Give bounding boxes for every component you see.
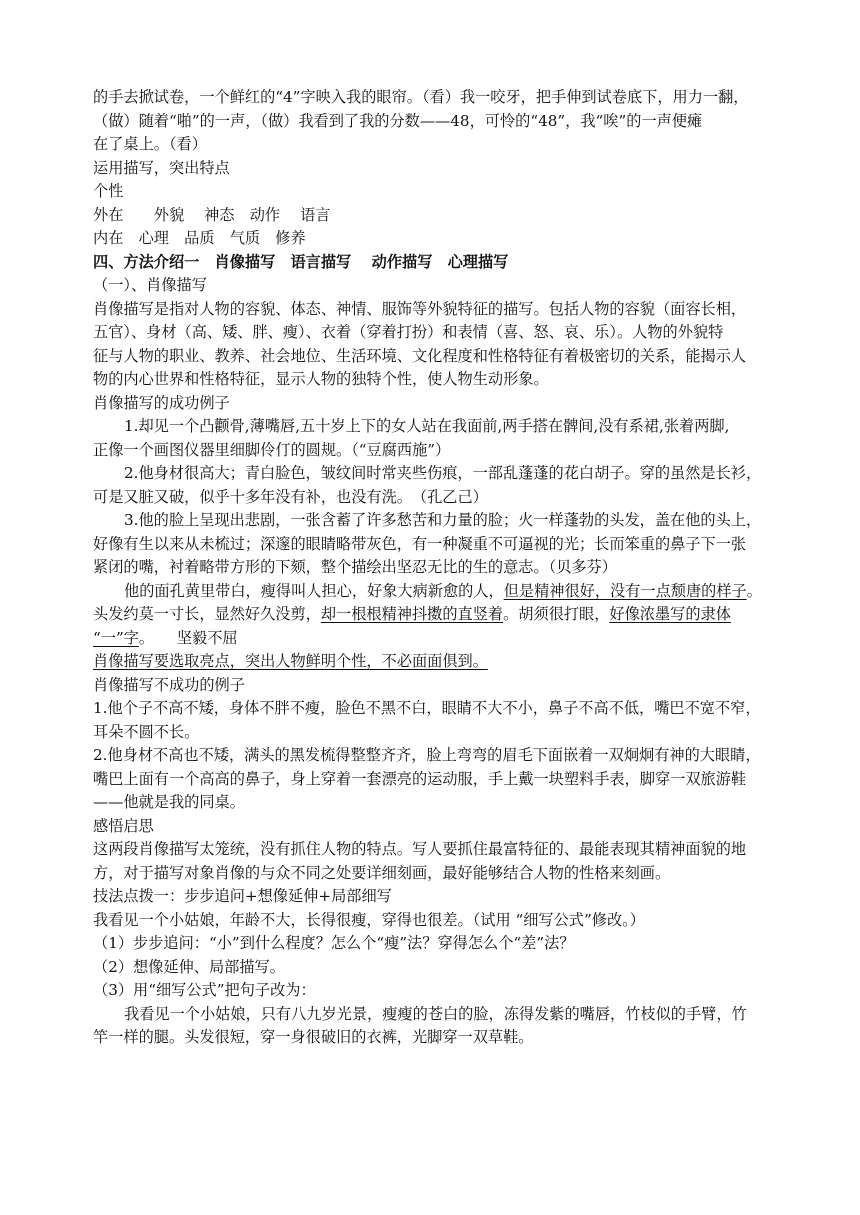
text-line: （3）用“细写公式”把句子改为： bbox=[93, 981, 316, 999]
text-line: 内在 心理 品质 气质 修养 bbox=[93, 229, 306, 247]
text-span: 头发约莫一寸长，显然好久没剪， bbox=[93, 605, 321, 623]
text-span: 他的面孔黄里带白，瘦得叫人担心，好象大病新愈的人， bbox=[124, 581, 504, 600]
text-line: 肖像描写是指对人物的容貌、体态、神情、服饰等外貌特征的描写。包括人物的容貌（面容长相， bbox=[93, 299, 747, 318]
text-line: 物的内心世界和性格特征，显示人物的独特个性，使人物生动形象。 bbox=[93, 370, 549, 388]
text-line: 征与人物的职业、教养、社会地位、生活环境、文化程度和性格特征有着极密切的关系，能揭示人 bbox=[93, 346, 747, 365]
text-line: 个性 bbox=[93, 182, 124, 200]
text-span: 。 bbox=[746, 581, 762, 600]
text-line: 好像有生以来从未梳过；深邃的眼睛略带灰色，有一种凝重不可逼视的光；长而笨重的鼻子下一张 bbox=[93, 534, 747, 553]
text-line: 感悟启思 bbox=[93, 816, 154, 835]
underlined-text: 肖像描写要选取亮点，突出人物鲜明个性，不必面面俱到。 bbox=[93, 652, 488, 670]
underlined-text: “一”字 bbox=[93, 628, 139, 647]
text-line: 嘴巴上面有一个高高的鼻子，身上穿着一套漂亮的运动服，手上戴一块塑料手表，脚穿一双旅游鞋 bbox=[93, 769, 747, 788]
text-line: 2.他身材很高大；青白脸色，皱纹间时常夹些伤痕，一部乱蓬蓬的花白胡子。穿的虽然是长衫， bbox=[124, 464, 762, 482]
text-line: 紧闭的嘴，衬着略带方形的下颏，整个描绘出坚忍无比的生的意志。（贝多芬） bbox=[93, 558, 617, 576]
text-line: 肖像描写的成功例子 bbox=[93, 393, 230, 412]
text-line: 我看见一个小姑娘，年龄不大，长得很瘦，穿得也很差。（试用 “细写公式”修改。） bbox=[93, 910, 645, 929]
text-line: 的手去掀试卷，一个鲜红的“4”字映入我的眼帘。（看）我一咬牙，把手伸到试卷底下，用力一翻， bbox=[93, 88, 749, 106]
text-line: 技法点拨一：步步追问+想像延伸+局部细写 bbox=[93, 887, 392, 905]
text-line: 外在 外貌 神态 动作 语言 bbox=[93, 205, 331, 224]
text-line: 2.他身材不高也不矮，满头的黑发梳得整整齐齐，脸上弯弯的眉毛下面嵌着一双炯炯有神的大眼睛， bbox=[93, 746, 761, 764]
text-line: 1.却见一个凸颧骨,薄嘴唇,五十岁上下的女人站在我面前,两手搭在髀间,没有系裙,张着两脚, bbox=[124, 417, 730, 435]
document-page bbox=[93, 86, 773, 1050]
text-line: （做）随着“啪”的一声，（做）我看到了我的分数——48，可怜的“48”，我“唉”的一声便瘫 bbox=[93, 111, 703, 130]
text-line: ——他就是我的同桌。 bbox=[93, 793, 245, 811]
subsection-heading: （一）、肖像描写 bbox=[93, 276, 207, 294]
text-line: （2）想像延伸、局部描写。 bbox=[93, 957, 285, 976]
text-line bbox=[93, 580, 773, 604]
text-line: （1）步步追问：“小”到什么程度？怎么个“瘦”法？穿得怎么个“差”法？ bbox=[93, 934, 575, 952]
text-line: 方，对于描写对象肖像的与众不同之处要详细刻画，最好能够结合人物的性格来刻画。 bbox=[93, 863, 671, 882]
text-line: 可是又脏又破，似乎十多年没有补，也没有洗。 （孔乙己） bbox=[93, 487, 488, 506]
text-span: 。胡须很打眼， bbox=[503, 605, 610, 623]
text-line: 这两段肖像描写太笼统，没有抓住人物的特点。写人要抓住最富特征的、最能表现其精神面貌的地 bbox=[93, 840, 747, 858]
text-line bbox=[93, 627, 773, 651]
text-line: 在了桌上。（看） bbox=[93, 135, 207, 153]
text-line: 我看见一个小姑娘，只有八九岁光景，瘦瘦的苍白的脸，冻得发紫的嘴唇，竹枝似的手臂，竹 bbox=[124, 1004, 747, 1023]
text-line: 3.他的脸上呈现出悲剧，一张含蓄了许多愁苦和力量的脸；火一样蓬勃的头发，盖在他的头上， bbox=[124, 511, 762, 529]
underlined-text: 好像浓墨写的隶体 bbox=[609, 605, 731, 623]
text-line: 1.他个子不高不矮，身体不胖不瘦，脸色不黑不白，眼睛不大不小，鼻子不高不低，嘴巴不宽不窄， bbox=[93, 699, 761, 717]
text-line: 肖像描写不成功的例子 bbox=[93, 675, 245, 694]
text-line: 竿一样的腿。头发很短，穿一身很破旧的衣裤，光脚穿一双草鞋。 bbox=[93, 1028, 534, 1046]
text-span: 。 坚毅不屈 bbox=[138, 628, 238, 647]
text-line: 耳朵不圆不长。 bbox=[93, 722, 200, 741]
underlined-text: 但是精神很好，没有一点颓唐的样子 bbox=[503, 581, 747, 600]
text-line bbox=[93, 603, 773, 627]
underlined-text: 却一根根精神抖擞的直竖着 bbox=[320, 605, 504, 623]
section-heading: 四、方法介绍一 肖像描写 语言描写 动作描写 心理描写 bbox=[93, 252, 509, 271]
text-line: 运用描写，突出特点 bbox=[93, 158, 230, 177]
text-line bbox=[93, 650, 773, 674]
text-line: 正像一个画图仪器里细脚伶仃的圆规。（“豆腐西施”） bbox=[93, 440, 451, 459]
text-line: 五官）、身材（高、矮、胖、瘦）、衣着（穿着打扮）和表情（喜、怒、哀、乐）。人物的外貌特 bbox=[93, 323, 724, 341]
